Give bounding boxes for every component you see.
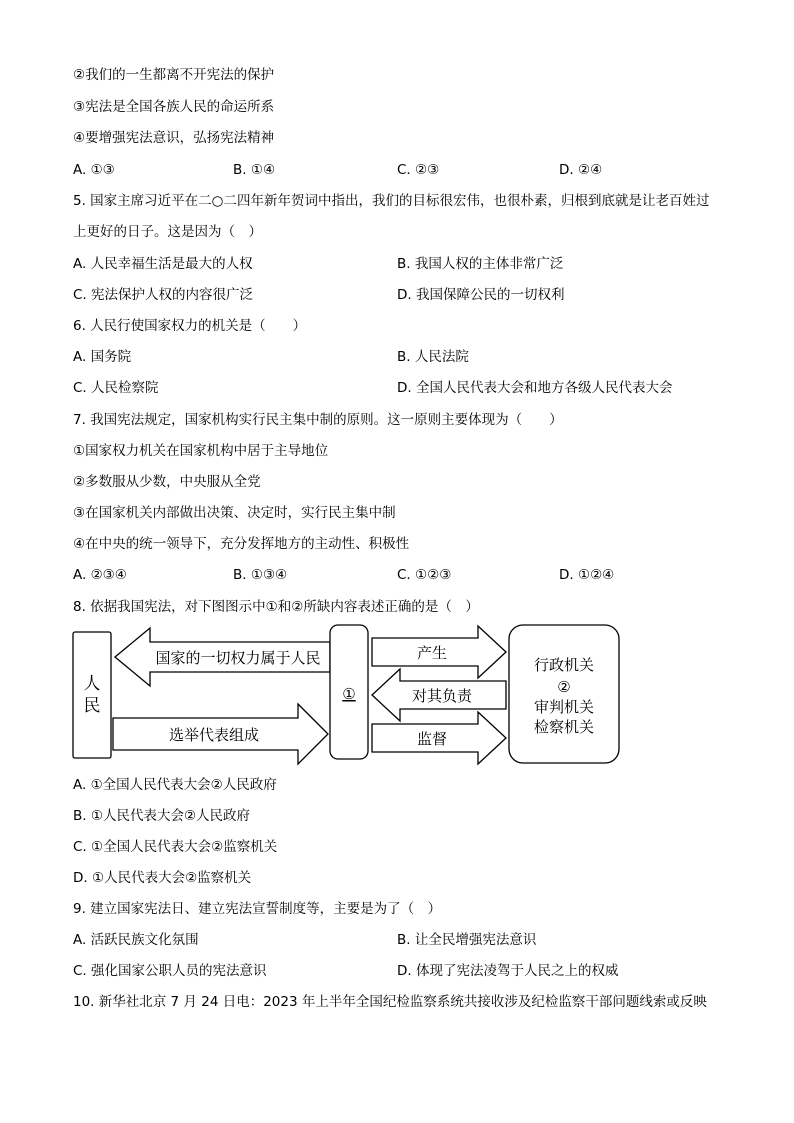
right-box-line4: 检察机关 xyxy=(533,718,595,736)
q9-option-b: B. 让全民增强宪法意识 xyxy=(397,932,537,948)
q5-option-a: A. 人民幸福生活是最大的人权 xyxy=(73,256,253,272)
right-box-line1: 行政机关 xyxy=(533,656,595,674)
q8-option-b: B. ①人民代表大会②人民政府 xyxy=(73,808,251,824)
q5-stem-line1: 5. 国家主席习近平在二○二四年新年贺词中指出，我们的目标很宏伟，也很朴素，归根到底就是让老百姓过 xyxy=(73,193,710,209)
q8-diagram xyxy=(70,620,626,768)
q7-item-2: ②多数服从少数，中央服从全党 xyxy=(73,474,261,490)
q4-item-2: ②我们的一生都离不开宪法的保护 xyxy=(73,67,275,83)
q9-option-d: D. 体现了宪法凌驾于人民之上的权威 xyxy=(397,963,619,979)
q7-item-4: ④在中央的统一领导下，充分发挥地方的主动性、积极性 xyxy=(73,536,410,552)
right-box-line3: 审判机关 xyxy=(533,698,595,716)
q6-option-d: D. 全国人民代表大会和地方各级人民代表大会 xyxy=(397,380,673,396)
q6-option-b: B. 人民法院 xyxy=(397,349,469,365)
q4-option-a: A. ①③ xyxy=(73,162,115,178)
q5-option-d: D. 我国保障公民的一切权利 xyxy=(397,287,565,303)
people-box xyxy=(73,632,111,758)
q7-item-3: ③在国家机关内部做出决策、决定时，实行民主集中制 xyxy=(73,505,396,521)
arrow-top-label: 国家的一切权力属于人民 xyxy=(155,649,321,667)
q7-stem: 7. 我国宪法规定，国家机构实行民主集中制的原则。这一原则主要体现为（ ） xyxy=(73,412,563,428)
q7-option-d: D. ①②④ xyxy=(559,567,615,583)
right-box-line2: ② xyxy=(557,678,571,696)
q7-option-c: C. ①②③ xyxy=(397,567,452,583)
people-char-2: 民 xyxy=(83,696,101,716)
arrow-supervise-label: 监督 xyxy=(416,730,448,748)
arrow-produce-label: 产生 xyxy=(416,644,448,662)
q8-stem: 8. 依据我国宪法，对下图图示中①和②所缺内容表述正确的是（ ） xyxy=(73,599,479,615)
q5-option-c: C. 宪法保护人权的内容很广泛 xyxy=(73,287,254,303)
q4-item-3: ③宪法是全国各族人民的命运所系 xyxy=(73,99,275,115)
center-label: ① xyxy=(342,685,356,703)
people-char-1: 人 xyxy=(83,674,101,694)
q7-option-b: B. ①③④ xyxy=(233,567,288,583)
q7-item-1: ①国家权力机关在国家机构中居于主导地位 xyxy=(73,443,329,459)
q7-option-a: A. ②③④ xyxy=(73,567,127,583)
q4-option-b: B. ①④ xyxy=(233,162,276,178)
arrow-bottom-label: 选举代表组成 xyxy=(168,726,260,744)
q6-option-c: C. 人民检察院 xyxy=(73,380,159,396)
q4-option-c: C. ②③ xyxy=(397,162,440,178)
q6-stem: 6. 人民行使国家权力的机关是（ ） xyxy=(73,318,307,334)
q4-item-4: ④要增强宪法意识，弘扬宪法精神 xyxy=(73,130,275,146)
q9-stem: 9. 建立国家宪法日、建立宪法宣誓制度等，主要是为了（ ） xyxy=(73,901,442,917)
q5-stem-line2: 上更好的日子。这是因为（ ） xyxy=(73,224,262,240)
q9-option-c: C. 强化国家公职人员的宪法意识 xyxy=(73,963,267,979)
q8-option-d: D. ①人民代表大会②监察机关 xyxy=(73,870,252,886)
q6-option-a: A. 国务院 xyxy=(73,349,132,365)
q8-option-c: C. ①全国人民代表大会②监察机关 xyxy=(73,839,278,855)
arrow-responsible-label: 对其负责 xyxy=(411,687,473,705)
q5-option-b: B. 我国人权的主体非常广泛 xyxy=(397,256,564,272)
q9-option-a: A. 活跃民族文化氛围 xyxy=(73,932,199,948)
q10-stem: 10. 新华社北京 7 月 24 日电：2023 年上半年全国纪检监察系统共接收涉及纪检监察干部问题线索或反映 xyxy=(73,994,707,1010)
q4-option-d: D. ②④ xyxy=(559,162,603,178)
q8-option-a: A. ①全国人民代表大会②人民政府 xyxy=(73,777,277,793)
